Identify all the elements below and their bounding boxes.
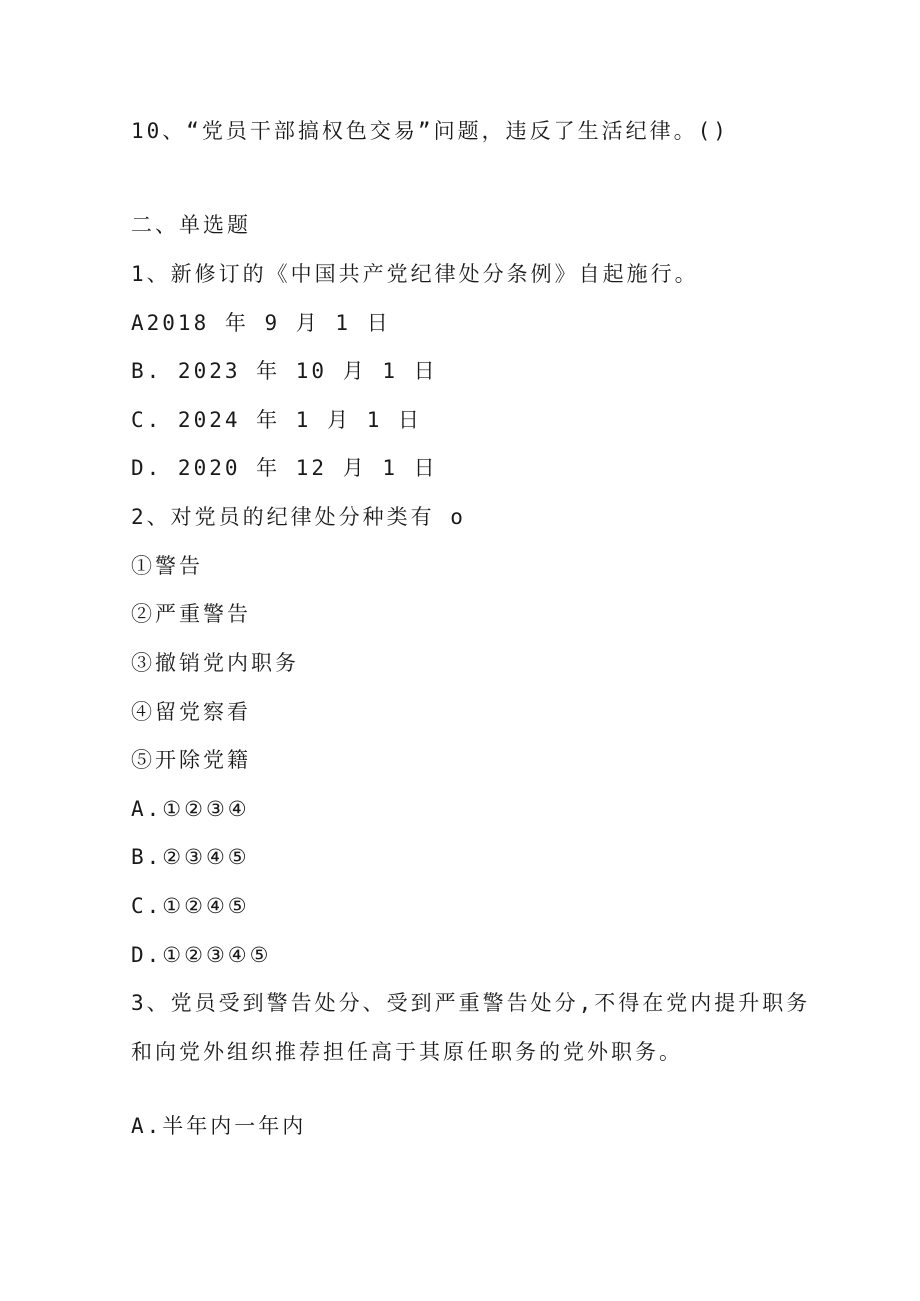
question-1-option-b: B. 2023 年 10 月 1 日 (131, 359, 438, 383)
true-false-question-10: 10、“党员干部搞权色交易”问题，违反了生活纪律。() (131, 119, 729, 143)
question-3-option-a: A.半年内一年内 (131, 1114, 307, 1138)
question-2-option-c: C.①②④⑤ (131, 894, 250, 918)
section-title: 二、单选题 (131, 213, 251, 237)
question-3-stem-line-1: 3、党员受到警告处分、受到严重警告处分,不得在党内提升职务 (131, 991, 811, 1015)
question-2-stem: 2、对党员的纪律处分种类有 o (131, 505, 466, 529)
question-2-option-a: A.①②③④ (131, 797, 250, 821)
question-2-item-3: ③撤销党内职务 (131, 651, 299, 675)
question-1-option-c: C. 2024 年 1 月 1 日 (131, 408, 423, 432)
question-3-stem-line-2: 和向党外组织推荐担任高于其原任职务的党外职务。 (131, 1040, 683, 1064)
question-2-option-b: B.②③④⑤ (131, 845, 250, 869)
question-2-item-4: ④留党察看 (131, 700, 251, 724)
question-1-option-d: D. 2020 年 12 月 1 日 (131, 456, 438, 480)
question-2-item-2: ②严重警告 (131, 602, 251, 626)
question-1-stem: 1、新修订的《中国共产党纪律处分条例》自起施行。 (131, 262, 699, 286)
question-2-item-5: ⑤开除党籍 (131, 748, 251, 772)
question-2-option-d: D.①②③④⑤ (131, 943, 272, 967)
question-2-item-1: ①警告 (131, 554, 203, 578)
question-1-option-a: A2018 年 9 月 1 日 (131, 311, 391, 335)
